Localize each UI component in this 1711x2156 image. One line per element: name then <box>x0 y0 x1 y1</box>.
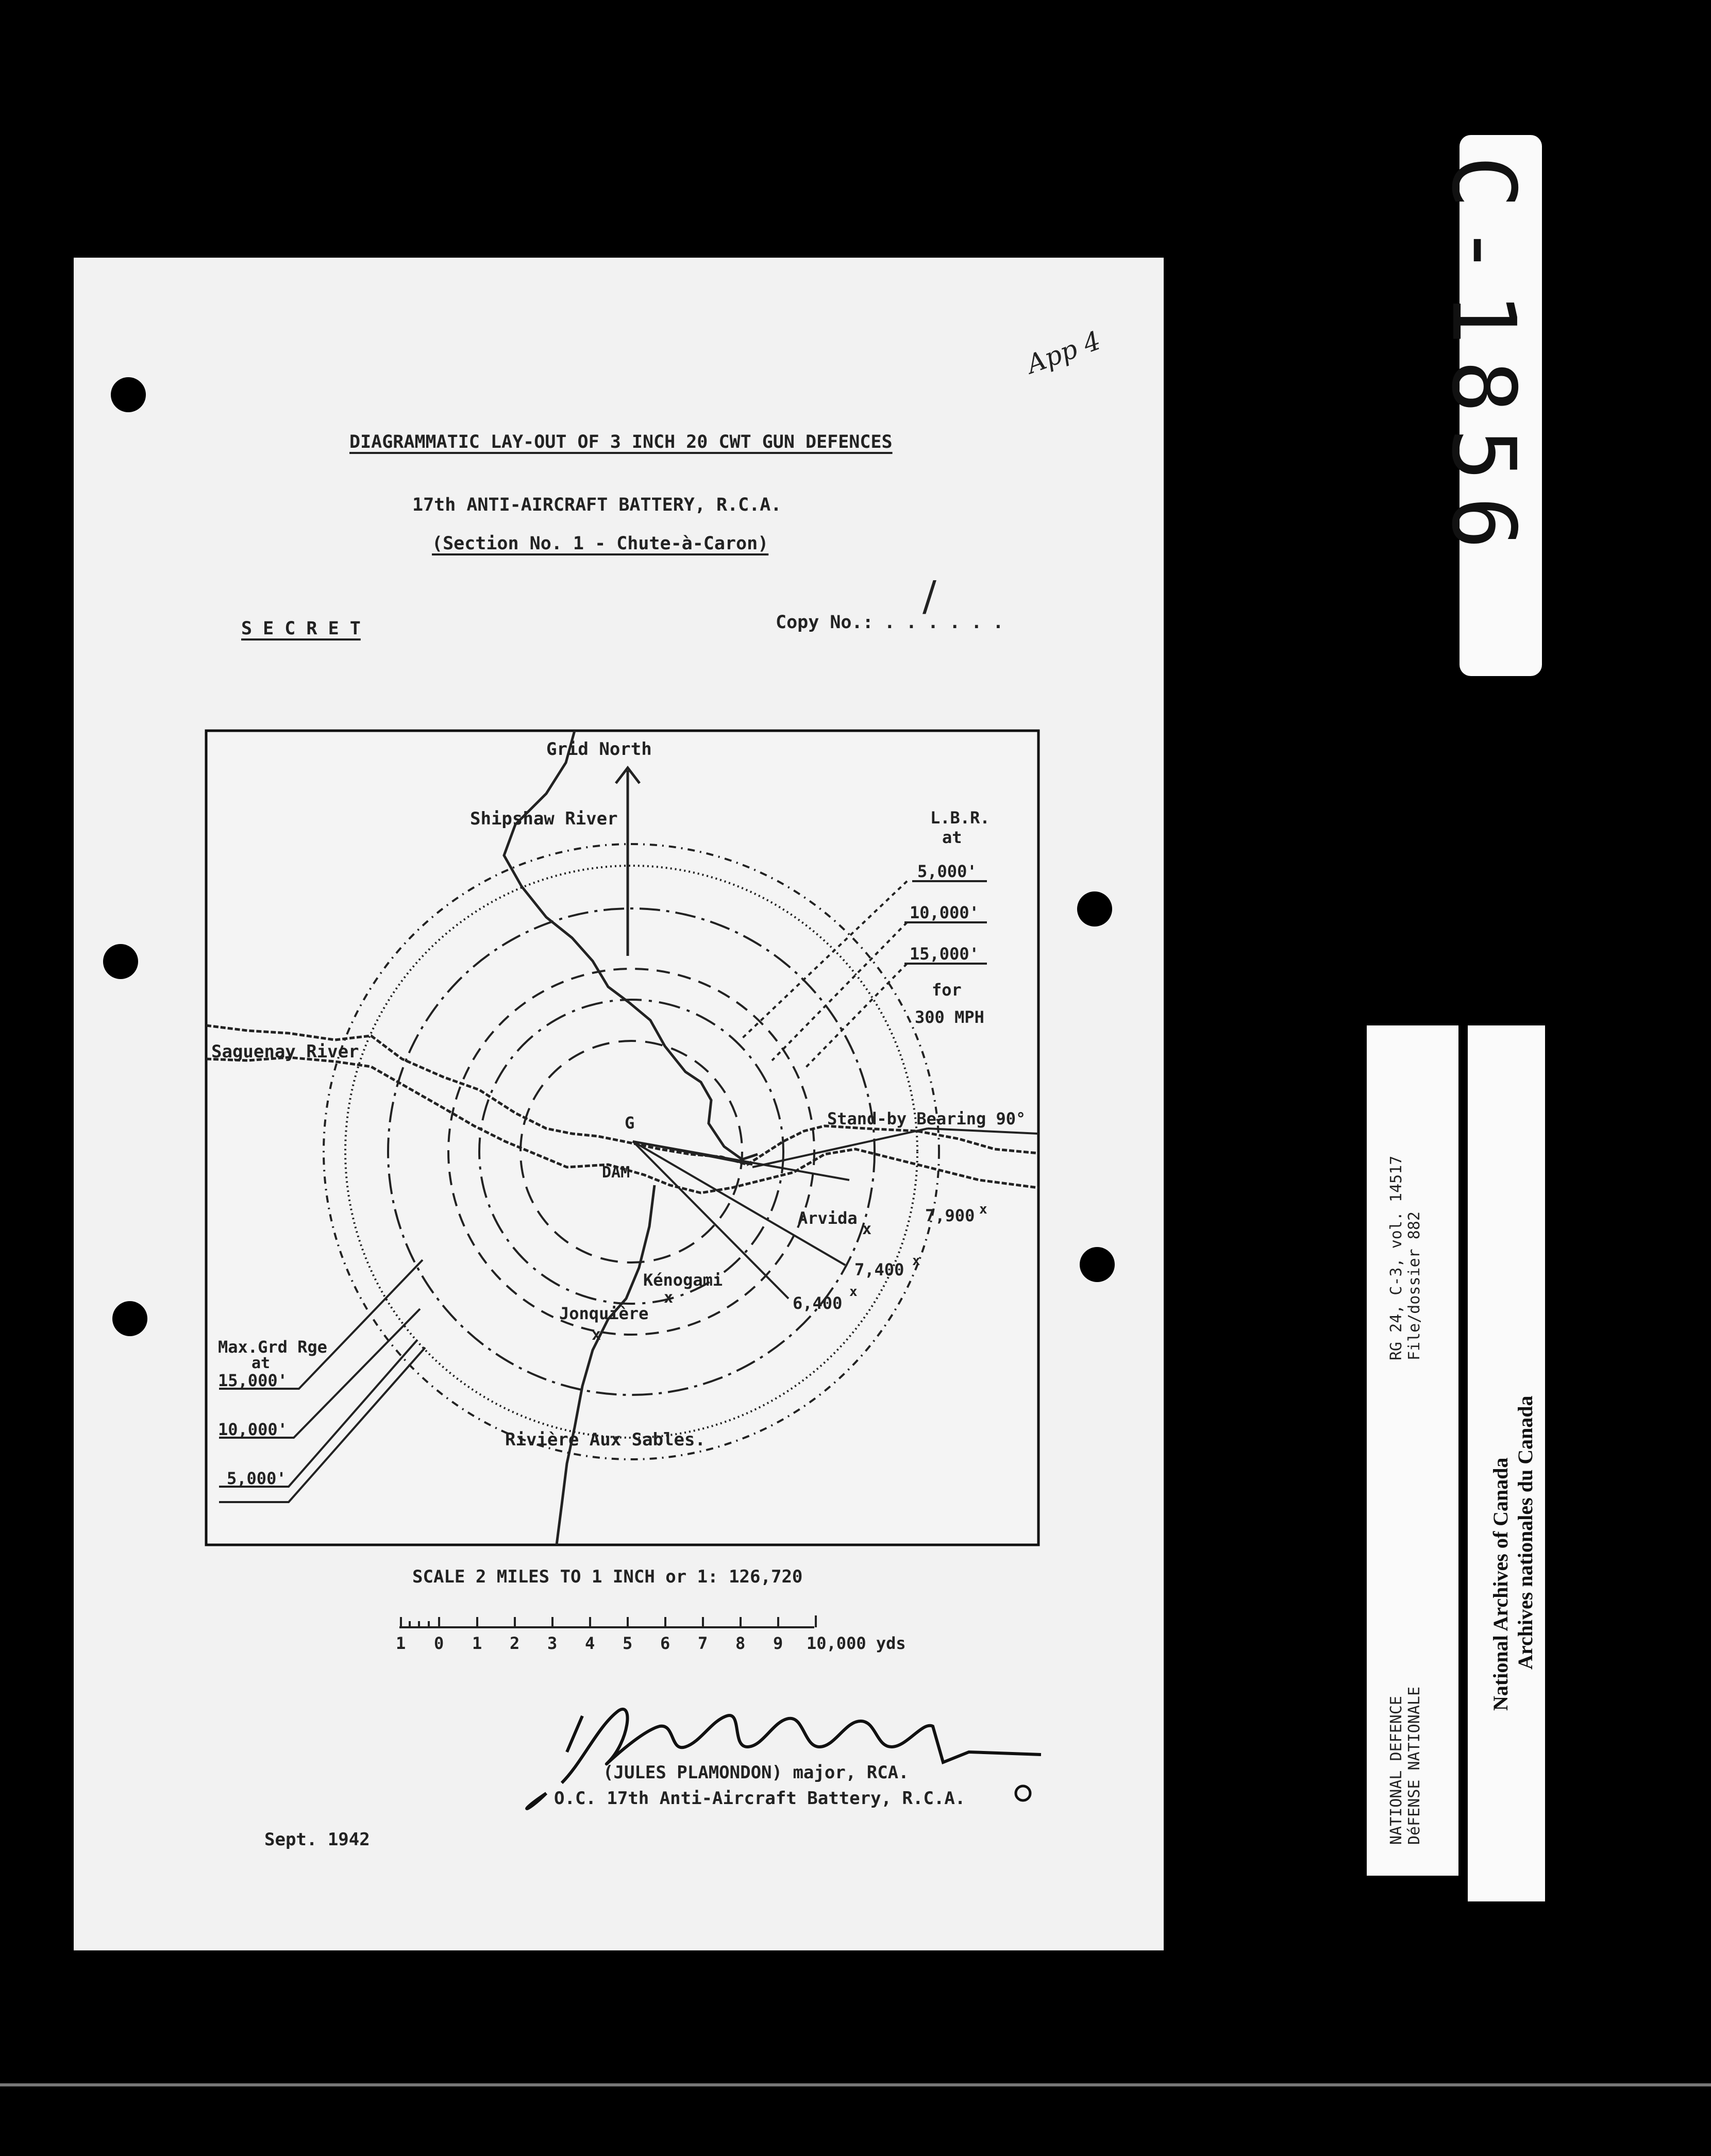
scale-tick-label: 1 <box>396 1633 406 1653</box>
max-ground-range-10000: 10,000' <box>218 1420 288 1439</box>
stamp-file: File/dossier 882 <box>1405 1211 1423 1360</box>
jonquiere-marker: x <box>592 1326 601 1344</box>
section-label: (Section No. 1 - Chute-à-Caron) <box>432 533 769 554</box>
classification: S E C R E T <box>241 618 361 639</box>
lbr-value-5000: 5,000' <box>917 862 977 881</box>
kenogami-label: Kénogami <box>643 1270 723 1290</box>
scanner-bottom-band <box>0 2086 1711 2156</box>
handwritten-annotation: App 4 <box>1022 325 1105 380</box>
scale-tick-label: 6 <box>660 1633 670 1653</box>
lbr-value-10000: 10,000' <box>910 903 979 922</box>
saguenay-river-label: Saguenay River <box>211 1041 359 1062</box>
archive-reference-stamp <box>1367 1025 1458 1876</box>
gun-position-marker: G <box>625 1113 635 1133</box>
bearing-7400-marker: x <box>912 1253 920 1269</box>
standby-bearing-label: Stand-by Bearing 90° <box>827 1109 1026 1128</box>
lbr-footer-line2: 300 MPH <box>915 1007 984 1027</box>
scale-bar <box>396 1615 906 1653</box>
max-ground-range-title: Max.Grd Rge <box>218 1337 327 1357</box>
archive-sheet-number: C-1856 <box>1432 156 1534 565</box>
scale-tick-label: 3 <box>547 1633 558 1653</box>
document-date: Sept. 1942 <box>264 1829 370 1850</box>
arvida-marker: x <box>862 1220 872 1238</box>
archives-label-strip <box>1468 1025 1545 1901</box>
archive-number-strip <box>1432 135 1542 676</box>
scale-tick-label: 8 <box>735 1633 746 1653</box>
max-ground-range-at: at <box>251 1354 271 1372</box>
scale-tick-label: 7 <box>698 1633 708 1653</box>
copy-number-label: Copy No.: . . . . . . <box>776 612 1004 633</box>
stamp-dept-fr: DéFENSE NATIONALE <box>1405 1686 1423 1845</box>
scale-tick-label: 5 <box>623 1633 633 1653</box>
arvida-label: Arvida <box>798 1208 858 1228</box>
scale-tick-label: 10,000 yds <box>807 1633 906 1653</box>
shipshaw-river-label: Shipshaw River <box>470 808 618 829</box>
jonquiere-label: Jonquière <box>559 1304 649 1323</box>
archives-name-en: National Archives of Canada <box>1489 1457 1512 1711</box>
riviere-aux-sables-label: Rivière Aux Sables. <box>505 1429 706 1450</box>
archives-name-fr: Archives nationales du Canada <box>1514 1395 1537 1670</box>
bearing-7900-marker: x <box>979 1202 987 1217</box>
copy-number-value: / <box>922 572 936 620</box>
grid-north-label: Grid North <box>546 739 652 760</box>
document-title: DIAGRAMMATIC LAY-OUT OF 3 INCH 20 CWT GUN DEFENCES <box>349 432 893 452</box>
bearing-6400-marker: x <box>849 1284 858 1300</box>
signatory-name: (JULES PLAMONDON) major, RCA. <box>603 1762 909 1783</box>
dam-label: DAM <box>602 1164 630 1182</box>
lbr-footer-line1: for <box>932 980 962 1000</box>
max-ground-range-5000: 5,000' <box>227 1469 287 1488</box>
bearing-7900-label: 7,900 <box>925 1206 975 1225</box>
lbr-title-line2: at <box>942 828 962 847</box>
map-frame <box>206 731 1038 1545</box>
kenogami-marker: x <box>664 1289 674 1307</box>
unit-name: 17th ANTI-AIRCRAFT BATTERY, R.C.A. <box>412 495 782 515</box>
scale-tick-label: 9 <box>773 1633 783 1653</box>
scale-tick-label: 1 <box>472 1633 482 1653</box>
bearing-7400-label: 7,400 <box>854 1260 904 1279</box>
stamp-dept-en: NATIONAL DEFENCE <box>1387 1696 1405 1845</box>
scale-tick-label: 2 <box>510 1633 520 1653</box>
scale-tick-label: 0 <box>434 1633 444 1653</box>
scale-text: SCALE 2 MILES TO 1 INCH or 1: 126,720 <box>412 1567 803 1587</box>
signatory-title: O.C. 17th Anti-Aircraft Battery, R.C.A. <box>554 1788 966 1809</box>
lbr-title-line1: L.B.R. <box>930 808 990 828</box>
scale-tick-label: 4 <box>585 1633 595 1653</box>
stamp-reference: RG 24, C-3, vol. 14517 <box>1387 1155 1405 1360</box>
lbr-value-15000: 15,000' <box>910 944 979 964</box>
max-ground-range-15000: 15,000' <box>218 1371 288 1390</box>
bearing-6400-label: 6,400 <box>793 1293 843 1313</box>
